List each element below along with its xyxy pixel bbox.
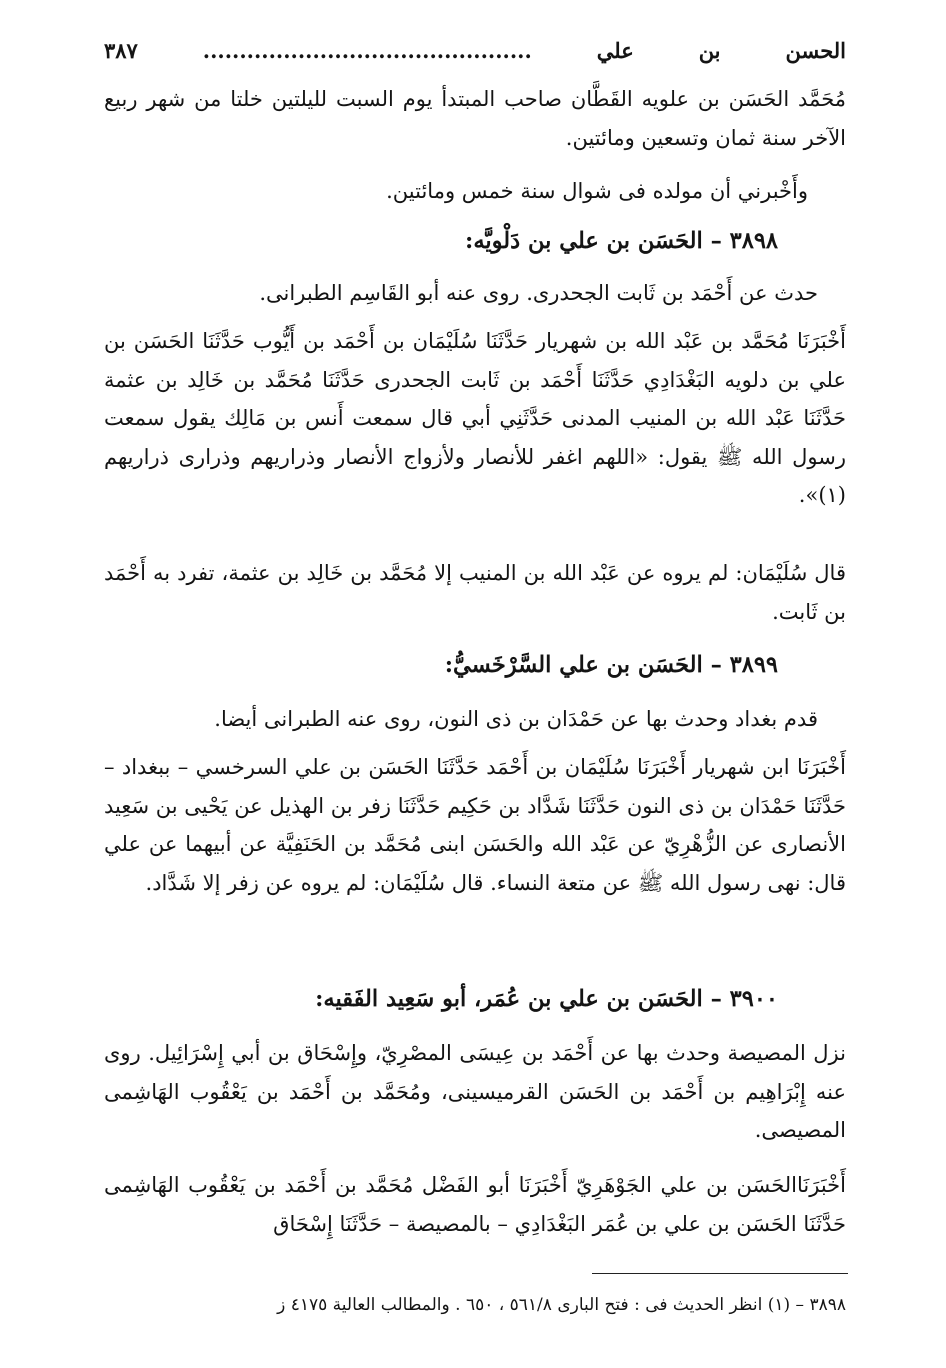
paragraph: أَخْبَرَنَاالحَسَن بن علي الجَوْهَرِيّ أَخْبَرَنَا أبو الفَضْل مُحَمَّد بن أَحْمَد بن يَعْقُوب الهَاشِمى حَدَّثَنَا الحَسَن بن علي بن عُمَر البَغْدَادِي – بالمصيصة – حَدَّثَنَا إِسْحَاق [104, 1173, 846, 1236]
paragraph: حدث عن أَحْمَد بن ثَابت الجحدرى. روى عنه أبو القَاسِم الطبرانى. [259, 281, 818, 305]
paragraph: مُحَمَّد الحَسَن بن علويه القَطَّان صاحب المبتدأ يوم السبت لليلتين خلتا من شهر ربيع الآخر سنة ثمان وتسعين ومائتين. [104, 87, 847, 150]
entry-heading: ٣٨٩٩ – الحَسَن بن علي السَّرْخَسيُّ: [444, 652, 778, 678]
paragraph: نزل المصيصة وحدث بها عن أَحْمَد بن عِيسَى المصْرِيّ، وإِسْحَاق بن أبي إِسْرَائِيل. روى عنه إِبْرَاهِيم بن أَحْمَد بن الحَسَن القرميسينى، ومُحَمَّد بن أَحْمَد بن يَعْقُوب الهَاشِمى المصيصى. [104, 1041, 846, 1142]
paragraph: قدم بغداد وحدث بها عن حَمْدَان بن ذى النون، روى عنه الطبرانى أيضا. [214, 707, 818, 731]
paragraph: وأَخْبرني أن مولده فى شوال سنة خمس ومائتين. [386, 179, 808, 203]
footnote-separator [592, 1273, 848, 1274]
running-header: الحسن بن علي ............................................. ٣٨٧ [104, 38, 846, 63]
paragraph: أَخْبَرَنَا مُحَمَّد بن عَبْد الله بن شهريار حَدَّثَنَا سُلَيْمَان بن أَحْمَد بن أَيُّوب حَدَّثَنَا الحَسَن بن علي بن دلويه البَغْدَادِي حَدَّثَنَا أَحْمَد بن ثَابت الجحدرى حَدَّثَنَا مُحَمَّد بن خَالِد بن عثمة حَدَّثَنَا عَبْد الله بن المنيب المدنى حَدَّثَنِي أبي قال سمعت أَنس بن مَالِك يقول سمعت رسول الله ﷺ يقول: «اللهم اغفر للأنصار ولأزواج الأنصار وذراريهم وذرارى ذراريهم (١)». [104, 329, 846, 507]
entry-heading: ٣٩٠٠ – الحَسَن بن علي بن عُمَر، أبو سَعِيد الفَقيه: [315, 986, 778, 1012]
paragraph: قال سُلَيْمَان: لم يروه عن عَبْد الله بن المنيب إلا مُحَمَّد بن خَالِد بن عثمة، تفرد به أَحْمَد بن ثَابت. [104, 561, 846, 624]
footnote: ٣٨٩٨ – (١) انظر الحديث فى : فتح البارى ٥٦١/٨ ، ٦٥٠ . والمطالب العالية ٤١٧٥ ز [277, 1295, 846, 1315]
entry-heading: ٣٨٩٨ – الحَسَن بن علي بن دَلْويَّه: [465, 228, 778, 254]
paragraph: أَخْبَرَنَا ابن شهريار أَخْبَرَنَا سُلَيْمَان بن أَحْمَد حَدَّثَنَا الحَسَن بن علي السرخسي – ببغداد – حَدَّثَنَا حَمْدَان بن ذى النون حَدَّثَنَا شَدَّاد بن حَكِيم حَدَّثَنَا زفر بن الهذيل عن يَحْيى بن سَعِيد الأنصارى عن الزُّهْرِيّ عن عَبْد الله والحَسَن ابنى مُحَمَّد بن الحَنَفِيَّة عن أبيهما عن علي قال: نهى رسول الله ﷺ عن متعة النساء. قال سُلَيْمَان: لم يروه عن زفر إلا شَدَّاد. [104, 755, 846, 895]
